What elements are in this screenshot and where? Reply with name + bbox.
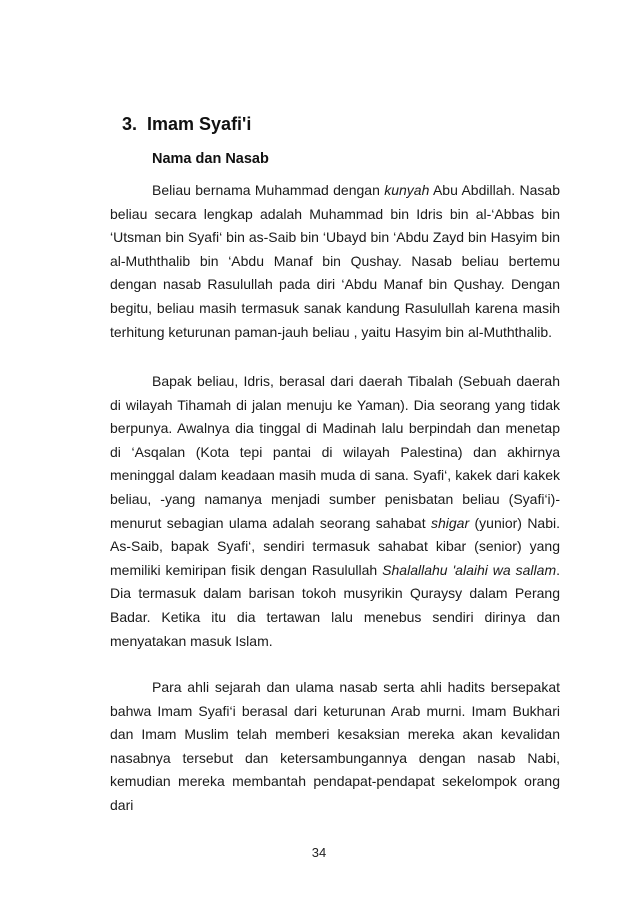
paragraph-3 <box>110 676 560 818</box>
italic-term: shigar <box>430 514 470 531</box>
page-number: 34 <box>311 845 327 860</box>
italic-term: Shalallahu 'alaihi wa sallam <box>382 561 557 578</box>
text-run: (yunior) Nabi. As-Saib, bapak Syafi‘, sendiri termasuk sahabat kibar (senior) yang memiliki kemiripan fisik dengan Rasulullah <box>110 514 560 578</box>
paragraph-2 <box>110 370 560 653</box>
paragraph-text <box>110 676 560 818</box>
text-run: Beliau bernama Muhammad dengan <box>152 182 385 198</box>
subsection-heading: Nama dan Nasab <box>152 151 269 167</box>
italic-term: kunyah <box>384 182 430 198</box>
paragraph-text <box>110 370 560 653</box>
text-run: Para ahli sejarah dan ulama nasab serta ahli hadits bersepakat bahwa Imam Syafi‘i berasal dari keturunan Arab murni. Imam Bukhari dan Imam Muslim telah memberi kesaksian mereka akan kevalidan nasabnya tersebut dan ketersambungannya dengan nasab Nabi, kemudian mereka membantah pendapat-pendapat sekelompok orang dari <box>110 679 560 813</box>
paragraph-1 <box>110 179 560 344</box>
text-run: . Dia termasuk dalam barisan tokoh musyrikin Quraysy dalam Perang Badar. Ketika itu dia tertawan lalu menebus sendiri dirinya dan menyatakan masuk Islam. <box>110 561 560 649</box>
section-heading <box>122 114 251 135</box>
paragraph-text <box>110 179 560 344</box>
section-title: Imam Syafi'i <box>147 114 252 134</box>
text-run: Abu Abdillah. Nasab beliau secara lengkap adalah Muhammad bin Idris bin al-‘Abbas bin ‘Utsman bin Syafi‘ bin as-Saib bin ‘Ubayd bin ‘Abdu Zayd bin Hasyim bin al-Muththalib bin ‘Abdu Manaf bin Qushay. Nasab beliau bertemu dengan nasab Rasulullah pada diri ‘Abdu Manaf bin Qushay. Dengan begitu, beliau masih termasuk sanak kandung Rasulullah karena masih terhitung keturunan paman-jauh beliau , yaitu Hasyim bin al-Muththalib. <box>110 182 560 340</box>
text-run: Bapak beliau, Idris, berasal dari daerah Tibalah (Sebuah daerah di wilayah Tihamah di jalan menuju ke Yaman). Dia seorang yang tidak berpunya. Awalnya dia tinggal di Madinah lalu berpindah dan menetap di ‘Asqalan (Kota tepi pantai di wilayah Palestina) dan akhirnya meninggal dalam keadaan masih muda di sana. Syafi‘, kakek dari kakek beliau, -yang namanya menjadi sumber penisbatan beliau (Syafi‘i)- menurut sebagian ulama adalah seorang sahabat <box>110 373 560 531</box>
section-number: 3. <box>122 114 138 134</box>
